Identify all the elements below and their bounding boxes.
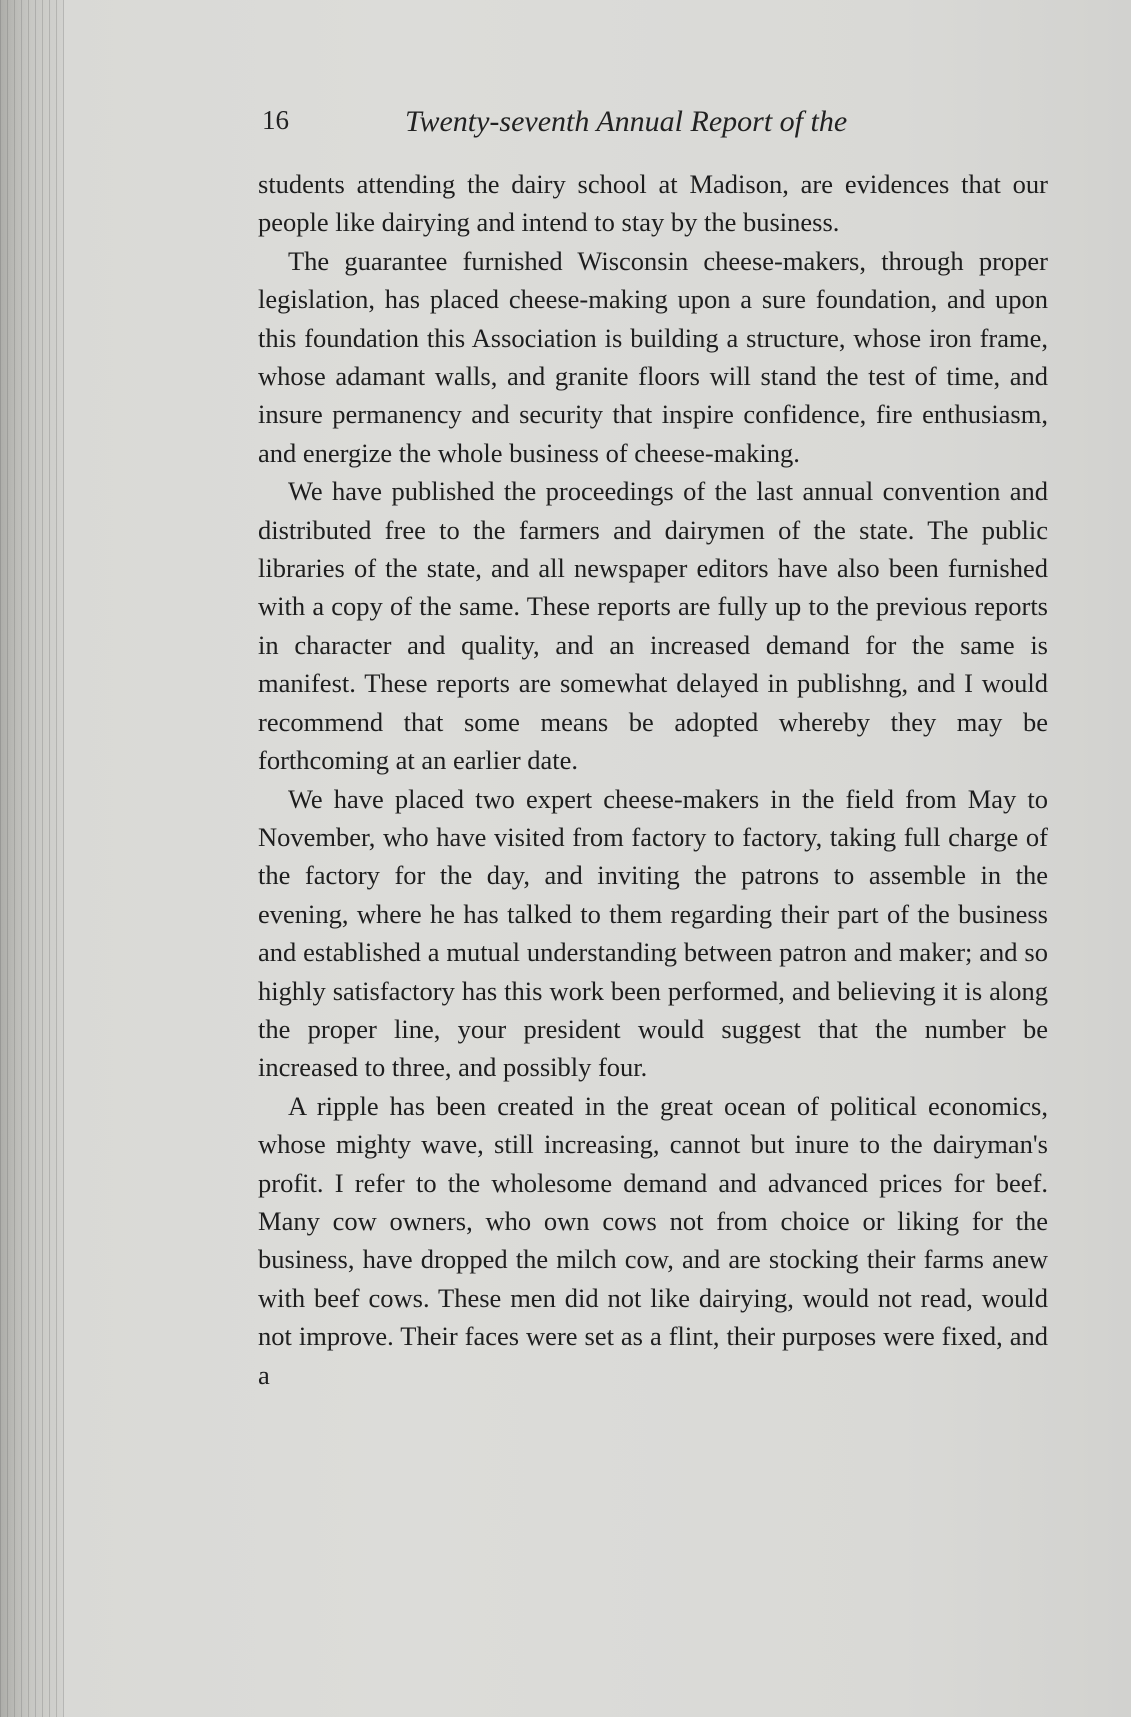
- paragraph-proceedings: We have published the proceedings of the last annual convention and distributed free to the farmers and dairymen of the state. The public libraries of the state, and all newspaper editors have also been furnished with a copy of the same. These reports are fully up to the previous reports in character and quality, and an increased demand for the same is manifest. These reports are somewhat delayed in publishng, and I would recommend that some means be adopted whereby they may be forthcoming at an earlier date.: [258, 476, 1048, 776]
- page-binding-edge: [0, 0, 64, 1717]
- running-title: Twenty-seventh Annual Report of the: [405, 105, 848, 138]
- paragraph-ripple: A ripple has been created in the great ocean of political economics, whose mighty wave, still increasing, cannot but inure to the dairyman's profit. I refer to the wholesome demand and advanced prices for beef. Many cow owners, who own cows not from choice or liking for the business, have dropped the milch cow, and are stocking their farms anew with beef cows. These men did not like dairying, would not read, would not improve. Their faces were set as a flint, their purposes were fixed, and a: [258, 1090, 1048, 1390]
- paragraph-expert-cheese-makers: We have placed two expert cheese-makers in the field from May to November, who have visited from factory to factory, taking full charge of the factory for the day, and inviting the patrons to assemble in the evening, where he has talked to them regarding their part of the business and established a mutual understanding between patron and maker; and so highly satisfactory has this work been performed, and believing it is along the proper line, your president would suggest that the number be increased to three, and possibly four.: [258, 783, 1048, 1083]
- body-text: [258, 165, 1048, 1394]
- paragraph-guarantee: The guarantee furnished Wisconsin cheese-makers, through proper legislation, has placed cheese-making upon a sure foundation, and upon this foundation this Association is building a structure, whose iron frame, whose adamant walls, and granite floors will stand the test of time, and insure permanency and security that inspire confidence, fire enthusiasm, and energize the whole business of cheese-making.: [258, 245, 1048, 468]
- page-number: 16: [262, 105, 289, 135]
- paragraph-continued: students attending the dairy school at Madison, are evidences that our people like dairying and intend to stay by the business.: [258, 169, 1048, 238]
- page-header: [262, 100, 902, 144]
